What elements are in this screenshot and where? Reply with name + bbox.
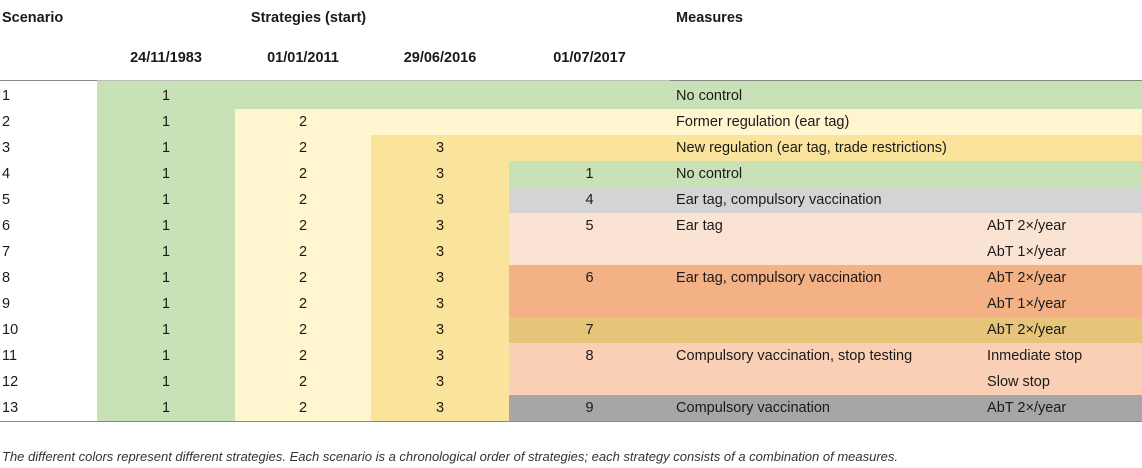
- strategy-cell: 3: [371, 395, 509, 422]
- strategy-cell: 5: [509, 213, 670, 239]
- measure-detail-cell: Slow stop: [981, 369, 1142, 395]
- date-header-2: 01/01/2011: [235, 36, 371, 81]
- strategy-cell: 1: [97, 109, 235, 135]
- table-row: [0, 187, 1142, 213]
- scenario-cell: 1: [2, 88, 11, 104]
- measure-cell: Ear tag: [670, 213, 981, 239]
- strategy-cell: 3: [371, 239, 509, 265]
- table-row: [0, 135, 1142, 161]
- scenario-cell: 12: [2, 374, 19, 390]
- strategy-cell: 4: [509, 187, 670, 213]
- strategy-cell: 1: [97, 291, 235, 317]
- measure-cell: Ear tag, compulsory vaccination: [670, 187, 981, 213]
- strategy-cell: 1: [97, 187, 235, 213]
- strategy-cell: 3: [371, 343, 509, 369]
- table-row: [0, 161, 1142, 187]
- scenario-header: Scenario: [2, 10, 64, 26]
- scenario-cell: 8: [2, 270, 11, 286]
- strategy-cell: 1: [97, 265, 235, 291]
- table-footnote: The different colors represent different strategies. Each scenario is a chronological order of strategies; each strategy consists of a combination of measures.: [2, 449, 899, 464]
- strategy-cell: 1: [97, 239, 235, 265]
- strategy-cell: 2: [235, 369, 371, 395]
- strategy-cell: 8: [509, 343, 670, 369]
- table-row: [0, 317, 1142, 343]
- measure-detail-cell: AbT 2×/year: [981, 395, 1142, 422]
- table-row: [0, 265, 1142, 291]
- strategy-cell: 3: [371, 135, 509, 161]
- table-row: [0, 395, 1142, 422]
- scenario-cell: 9: [2, 296, 11, 312]
- strategy-cell: 1: [509, 161, 670, 187]
- measure-detail-cell: AbT 1×/year: [981, 291, 1142, 317]
- measure-cell: New regulation (ear tag, trade restrictions): [670, 135, 981, 161]
- measure-detail-cell: AbT 2×/year: [981, 213, 1142, 239]
- scenario-cell: 11: [2, 348, 18, 364]
- measure-detail-cell: AbT 2×/year: [981, 317, 1142, 343]
- strategy-cell: 3: [371, 291, 509, 317]
- strategy-cell: 2: [235, 187, 371, 213]
- scenario-cell: 10: [2, 322, 19, 338]
- table-row: [0, 369, 1142, 395]
- scenario-cell: 2: [2, 114, 11, 130]
- scenario-cell: 3: [2, 140, 11, 156]
- strategy-cell: 2: [235, 265, 371, 291]
- strategy-cell: 3: [371, 265, 509, 291]
- table-row: [0, 291, 1142, 317]
- strategy-cell: 2: [235, 161, 371, 187]
- strategy-cell: 2: [235, 213, 371, 239]
- measure-cell: Ear tag, compulsory vaccination: [670, 265, 981, 291]
- measures-header: Measures: [676, 10, 743, 26]
- strategy-cell: 9: [509, 395, 670, 422]
- measure-cell: Compulsory vaccination: [670, 395, 981, 422]
- date-header-3: 29/06/2016: [371, 36, 509, 81]
- strategy-cell: 3: [371, 369, 509, 395]
- scenario-cell: 7: [2, 244, 11, 260]
- strategy-cell: 2: [235, 317, 371, 343]
- table-body: [0, 81, 1142, 448]
- measure-detail-cell: Inmediate stop: [981, 343, 1142, 369]
- strategy-cell: 2: [235, 239, 371, 265]
- table-row: [0, 343, 1142, 369]
- strategy-cell: 1: [97, 369, 235, 395]
- strategy-cell: 2: [235, 291, 371, 317]
- table-row: [0, 109, 1142, 135]
- strategy-cell: 3: [371, 213, 509, 239]
- strategy-cell: 1: [97, 161, 235, 187]
- measure-cell: Former regulation (ear tag): [670, 109, 981, 135]
- strategy-cell: 1: [97, 81, 235, 109]
- strategy-cell: 1: [97, 135, 235, 161]
- date-header-4: 01/07/2017: [509, 36, 670, 81]
- strategy-cell: 1: [97, 213, 235, 239]
- strategy-cell: 2: [235, 109, 371, 135]
- measure-cell: No control: [670, 161, 981, 187]
- measure-cell: Compulsory vaccination, stop testing: [670, 343, 981, 369]
- strategies-header: Strategies (start): [250, 10, 367, 26]
- strategy-cell: 6: [509, 265, 670, 291]
- table-row: [0, 239, 1142, 265]
- strategy-cell: 3: [371, 317, 509, 343]
- measure-cell: No control: [670, 81, 981, 109]
- date-header-1: 24/11/1983: [97, 36, 235, 81]
- strategy-cell: 2: [235, 395, 371, 422]
- strategy-cell: 2: [235, 135, 371, 161]
- strategy-cell: 1: [97, 317, 235, 343]
- scenario-cell: 5: [2, 192, 11, 208]
- scenario-cell: 6: [2, 218, 11, 234]
- strategy-cell: 1: [97, 395, 235, 422]
- table-row: [0, 81, 1142, 109]
- measure-detail-cell: AbT 2×/year: [981, 265, 1142, 291]
- table-row: [0, 213, 1142, 239]
- scenario-cell: 4: [2, 166, 11, 182]
- strategy-cell: 1: [97, 343, 235, 369]
- strategy-cell: 2: [235, 343, 371, 369]
- measure-detail-cell: AbT 1×/year: [981, 239, 1142, 265]
- strategy-cell: 3: [371, 161, 509, 187]
- scenario-cell: 13: [2, 400, 19, 416]
- strategy-cell: 3: [371, 187, 509, 213]
- strategy-cell: 7: [509, 317, 670, 343]
